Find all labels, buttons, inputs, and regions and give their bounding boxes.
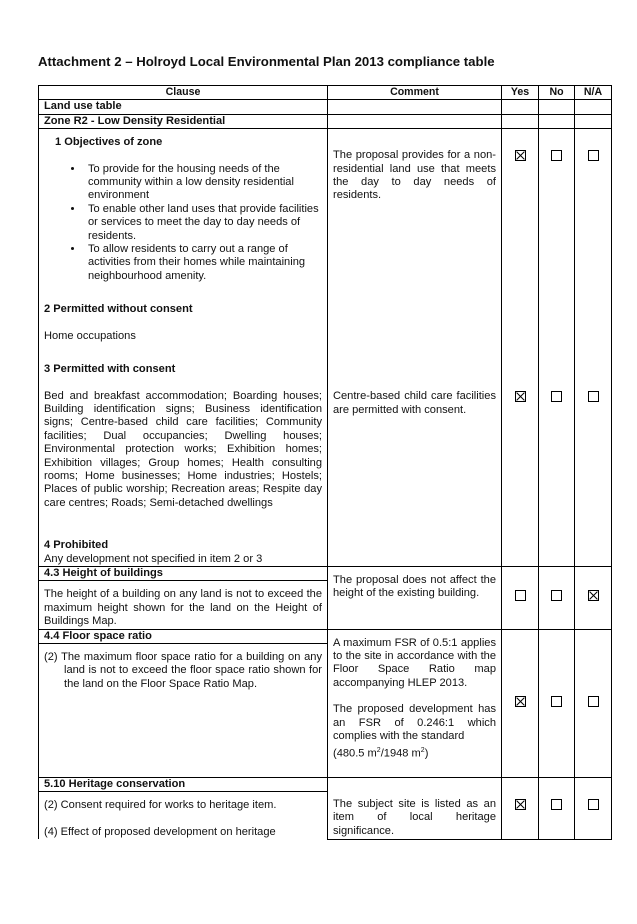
prohibited-heading: 4 Prohibited [44,539,109,552]
permitted-without-text: Home occupations [44,329,136,342]
permitted-with-comment: Centre-based child care facilities are permitted with consent. [328,359,502,539]
fsr-heading: 4.4 Floor space ratio [39,629,328,643]
objectives-comment: The proposal provides for a non-residential land use that meets the day to day needs of residents. [328,129,502,300]
objectives-yes-checkbox[interactable] [515,150,526,161]
header-clause: Clause [39,86,328,100]
table-row-heritage [39,778,612,792]
height-yes-checkbox[interactable] [515,590,526,601]
heritage-yes-checkbox[interactable] [515,799,526,810]
permitted-with-yes-checkbox[interactable] [515,391,526,402]
table-row-objectives [39,129,612,300]
header-na: N/A [575,86,612,100]
list-item: • To allow residents to carry out a range of activities from their homes while maintaining neighbourhood amenity. [84,243,322,283]
fsr-comment-3: (480.5 $m^2/1948$ $m^2$) [333,746,429,760]
permitted-without-heading: 2 Permitted without consent [44,303,193,316]
compliance-table [38,85,612,840]
height-heading: 4.3 Height of buildings [39,567,328,581]
objectives-no-checkbox[interactable] [551,150,562,161]
header-no: No [539,86,575,100]
list-item: • To provide for the housing needs of the community within a low density residential environment [84,163,322,203]
heritage-text-1: (2) Consent required for works to heritage item. [44,799,277,812]
table-header-row [39,86,612,100]
header-yes: Yes [502,86,539,100]
objectives-list [44,163,322,284]
heritage-heading: 5.10 Heritage conservation [39,778,328,792]
table-row-height [39,567,612,581]
height-no-checkbox[interactable] [551,590,562,601]
header-comment: Comment [328,86,502,100]
table-row-fsr [39,629,612,643]
height-text: The height of a building on any land is not to exceed the maximum height shown for the land on the Height of Buildings Map. [39,581,328,629]
permitted-with-na-checkbox[interactable] [588,391,599,402]
heritage-text-2: (4) Effect of proposed development on heritage [44,825,276,838]
fsr-text: (2) The maximum floor space ratio for a building on any land is not to exceed the floor space ratio shown for the land on the Floor Space Ratio Map. [44,651,322,690]
table-row-permitted-without [39,299,612,359]
document-title: Attachment 2 – Holroyd Local Environmental Plan 2013 compliance table [38,54,495,69]
prohibited-text: Any development not specified in item 2 or 3 [44,552,263,565]
fsr-comment-1: A maximum FSR of 0.5:1 applies to the site in accordance with the Floor Space Ratio map accompanying HLEP 2013. [333,636,496,689]
objectives-na-checkbox[interactable] [588,150,599,161]
objectives-heading: 1 Objectives of zone [55,136,163,149]
fsr-yes-checkbox[interactable] [515,696,526,707]
zone-label: Zone R2 - Low Density Residential [39,114,328,128]
fsr-no-checkbox[interactable] [551,696,562,707]
heritage-comment: The subject site is listed as an item of local heritage significance. [328,778,502,840]
fsr-comment-2: The proposed development has an FSR of 0.246:1 which complies with the standard [333,703,496,743]
table-row-prohibited [39,539,612,566]
permitted-with-no-checkbox[interactable] [551,391,562,402]
permitted-with-text: Bed and breakfast accommodation; Boarding houses; Building identification signs; Business identification signs; Centre-based child care facilities; Community facilities; Dual occupancies; Dwelling houses; Environmental protection works; Exhibition homes; Exhibition villages; Group homes; Health consulting rooms; Home businesses; Home industries; Hostels; Places of public worship; Recreation areas; Respite day care centres; Roads; Semi-detached dwellings [44,389,322,509]
height-comment: The proposal does not affect the height of the existing building. [328,567,502,630]
table-row [39,114,612,128]
permitted-with-heading: 3 Permitted with consent [44,363,176,376]
fsr-na-checkbox[interactable] [588,696,599,707]
list-item: • To enable other land uses that provide facilities or services to meet the day to day needs of residents. [84,203,322,243]
table-row [39,100,612,114]
heritage-no-checkbox[interactable] [551,799,562,810]
table-row-permitted-with [39,359,612,539]
land-use-table-label: Land use table [39,100,328,114]
heritage-na-checkbox[interactable] [588,799,599,810]
height-na-checkbox[interactable] [588,590,599,601]
